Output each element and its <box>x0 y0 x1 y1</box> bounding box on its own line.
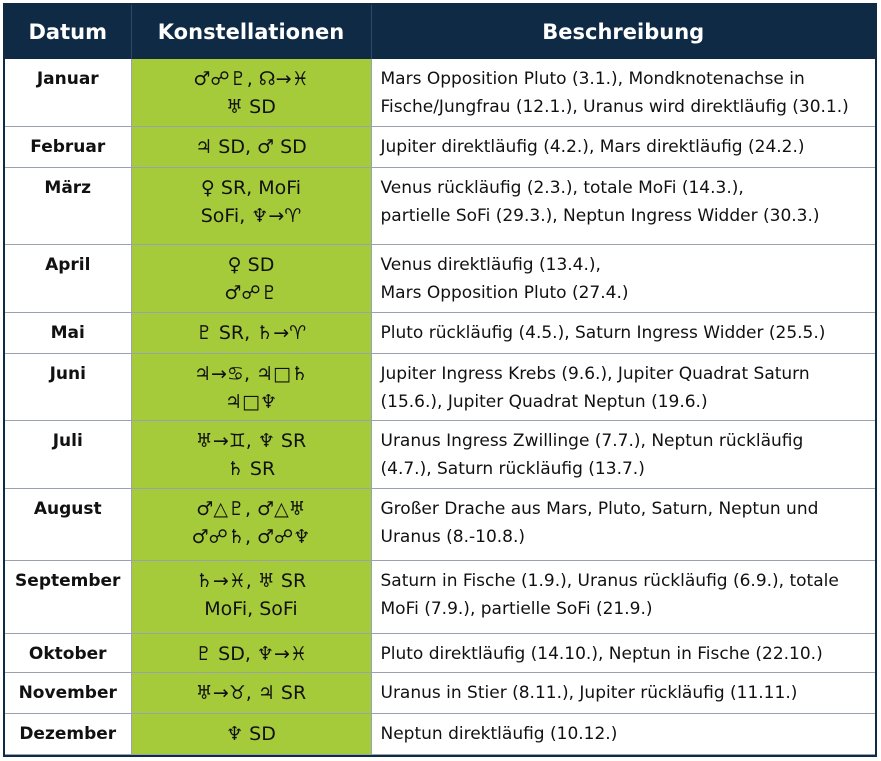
constellation-cell <box>131 126 371 167</box>
description-cell <box>371 353 875 420</box>
month-cell: Juli <box>5 420 131 488</box>
description-cell <box>371 167 875 244</box>
month-cell: April <box>5 244 131 312</box>
month-cell: November <box>5 672 131 713</box>
constellation-line: ♀ SR, MoFi <box>200 176 302 199</box>
description-line: MoFi (7.9.), partielle SoFi (21.9.) <box>380 598 653 619</box>
constellation-line: ♄ SR <box>226 457 276 480</box>
header-beschreibung: Beschreibung <box>371 5 875 59</box>
description-cell <box>371 672 875 713</box>
constellation-cell <box>131 420 371 488</box>
constellation-line: ♃□♆ <box>224 390 278 413</box>
month-cell: Januar <box>5 59 131 126</box>
constellation-line: ♂△♇, ♂△♅ <box>196 497 306 520</box>
constellation-line: ♅→♉, ♃ SR <box>195 681 307 704</box>
constellation-cell <box>131 59 371 126</box>
description-cell <box>371 244 875 312</box>
description-line: Jupiter Ingress Krebs (9.6.), Jupiter Quadrat Saturn <box>380 363 810 384</box>
description-line: Uranus in Stier (8.11.), Jupiter rückläufig (11.11.) <box>380 682 798 703</box>
description-line: Saturn in Fische (1.9.), Uranus rückläufig (6.9.), totale <box>380 570 839 591</box>
table-row <box>5 672 875 713</box>
description-line: partielle SoFi (29.3.), Neptun Ingress Widder (30.3.) <box>380 205 820 226</box>
astrology-table-frame <box>3 3 877 757</box>
description-line: Venus direktläufig (13.4.), <box>380 254 601 275</box>
description-cell <box>371 713 875 754</box>
table-row <box>5 126 875 167</box>
description-cell <box>371 488 875 560</box>
description-cell <box>371 633 875 672</box>
description-line: Jupiter direktläufig (4.2.), Mars direktläufig (24.2.) <box>380 136 805 157</box>
header-row <box>5 5 875 59</box>
constellation-cell <box>131 167 371 244</box>
header-konstellationen: Konstellationen <box>131 5 371 59</box>
constellation-line: SoFi, ♆→♈ <box>200 204 302 227</box>
constellation-cell <box>131 633 371 672</box>
constellation-cell <box>131 713 371 754</box>
description-line: Uranus (8.-10.8.) <box>380 526 526 547</box>
constellation-line: ♂☍♇ <box>224 281 278 304</box>
constellation-line: ♇ SR, ♄→♈ <box>195 321 307 344</box>
table-row <box>5 488 875 560</box>
table-row <box>5 59 875 126</box>
description-cell <box>371 560 875 633</box>
month-cell: Juni <box>5 353 131 420</box>
constellation-cell <box>131 244 371 312</box>
description-line: Mars Opposition Pluto (3.1.), Mondknotenachse in <box>380 69 805 89</box>
table-row <box>5 312 875 353</box>
constellation-line: ♅ SD <box>226 96 276 118</box>
description-line: Pluto rückläufig (4.5.), Saturn Ingress Widder (25.5.) <box>380 322 826 343</box>
month-cell: Februar <box>5 126 131 167</box>
month-cell: Oktober <box>5 633 131 672</box>
description-line: (15.6.), Jupiter Quadrat Neptun (19.6.) <box>380 391 708 412</box>
constellation-line: ♄→♓, ♅ SR <box>195 569 307 592</box>
month-cell: März <box>5 167 131 244</box>
table-row <box>5 167 875 244</box>
table-body <box>5 59 875 754</box>
description-line: Uranus Ingress Zwillinge (7.7.), Neptun rückläufig <box>380 430 804 451</box>
constellation-table <box>5 5 875 755</box>
constellation-line: ♃→♋, ♃□♄ <box>193 362 309 385</box>
table-row <box>5 633 875 672</box>
constellation-cell <box>131 560 371 633</box>
constellation-line: ♆ SD <box>226 722 276 745</box>
constellation-line: ♂☍♇, ☊→♓ <box>193 68 309 90</box>
constellation-cell <box>131 353 371 420</box>
constellation-line: ♇ SD, ♆→♓ <box>195 642 307 665</box>
constellation-line: ♃ SD, ♂ SD <box>195 135 307 158</box>
month-cell: Dezember <box>5 713 131 754</box>
constellation-cell <box>131 672 371 713</box>
table-row <box>5 713 875 754</box>
description-line: Neptun direktläufig (10.12.) <box>380 723 618 744</box>
description-line: Fische/Jungfrau (12.1.), Uranus wird direktläufig (30.1.) <box>380 97 849 117</box>
constellation-line: ♀ SD <box>227 253 275 276</box>
description-cell <box>371 312 875 353</box>
constellation-line: ♅→♊, ♆ SR <box>195 429 307 452</box>
table-row <box>5 244 875 312</box>
description-cell <box>371 59 875 126</box>
table-row <box>5 560 875 633</box>
constellation-cell <box>131 312 371 353</box>
constellation-line: MoFi, SoFi <box>204 597 298 620</box>
month-cell: August <box>5 488 131 560</box>
month-cell: Mai <box>5 312 131 353</box>
description-line: Venus rückläufig (2.3.), totale MoFi (14.3.), <box>380 177 744 198</box>
description-cell <box>371 126 875 167</box>
description-line: Pluto direktläufig (14.10.), Neptun in Fische (22.10.) <box>380 643 823 664</box>
table-row <box>5 420 875 488</box>
header-datum: Datum <box>5 5 131 59</box>
description-line: (4.7.), Saturn rückläufig (13.7.) <box>380 458 645 479</box>
month-cell: September <box>5 560 131 633</box>
constellation-line: ♂☍♄, ♂☍♆ <box>191 525 311 548</box>
description-line: Großer Drache aus Mars, Pluto, Saturn, Neptun und <box>380 498 819 519</box>
constellation-cell <box>131 488 371 560</box>
description-cell <box>371 420 875 488</box>
description-line: Mars Opposition Pluto (27.4.) <box>380 282 629 303</box>
table-row <box>5 353 875 420</box>
